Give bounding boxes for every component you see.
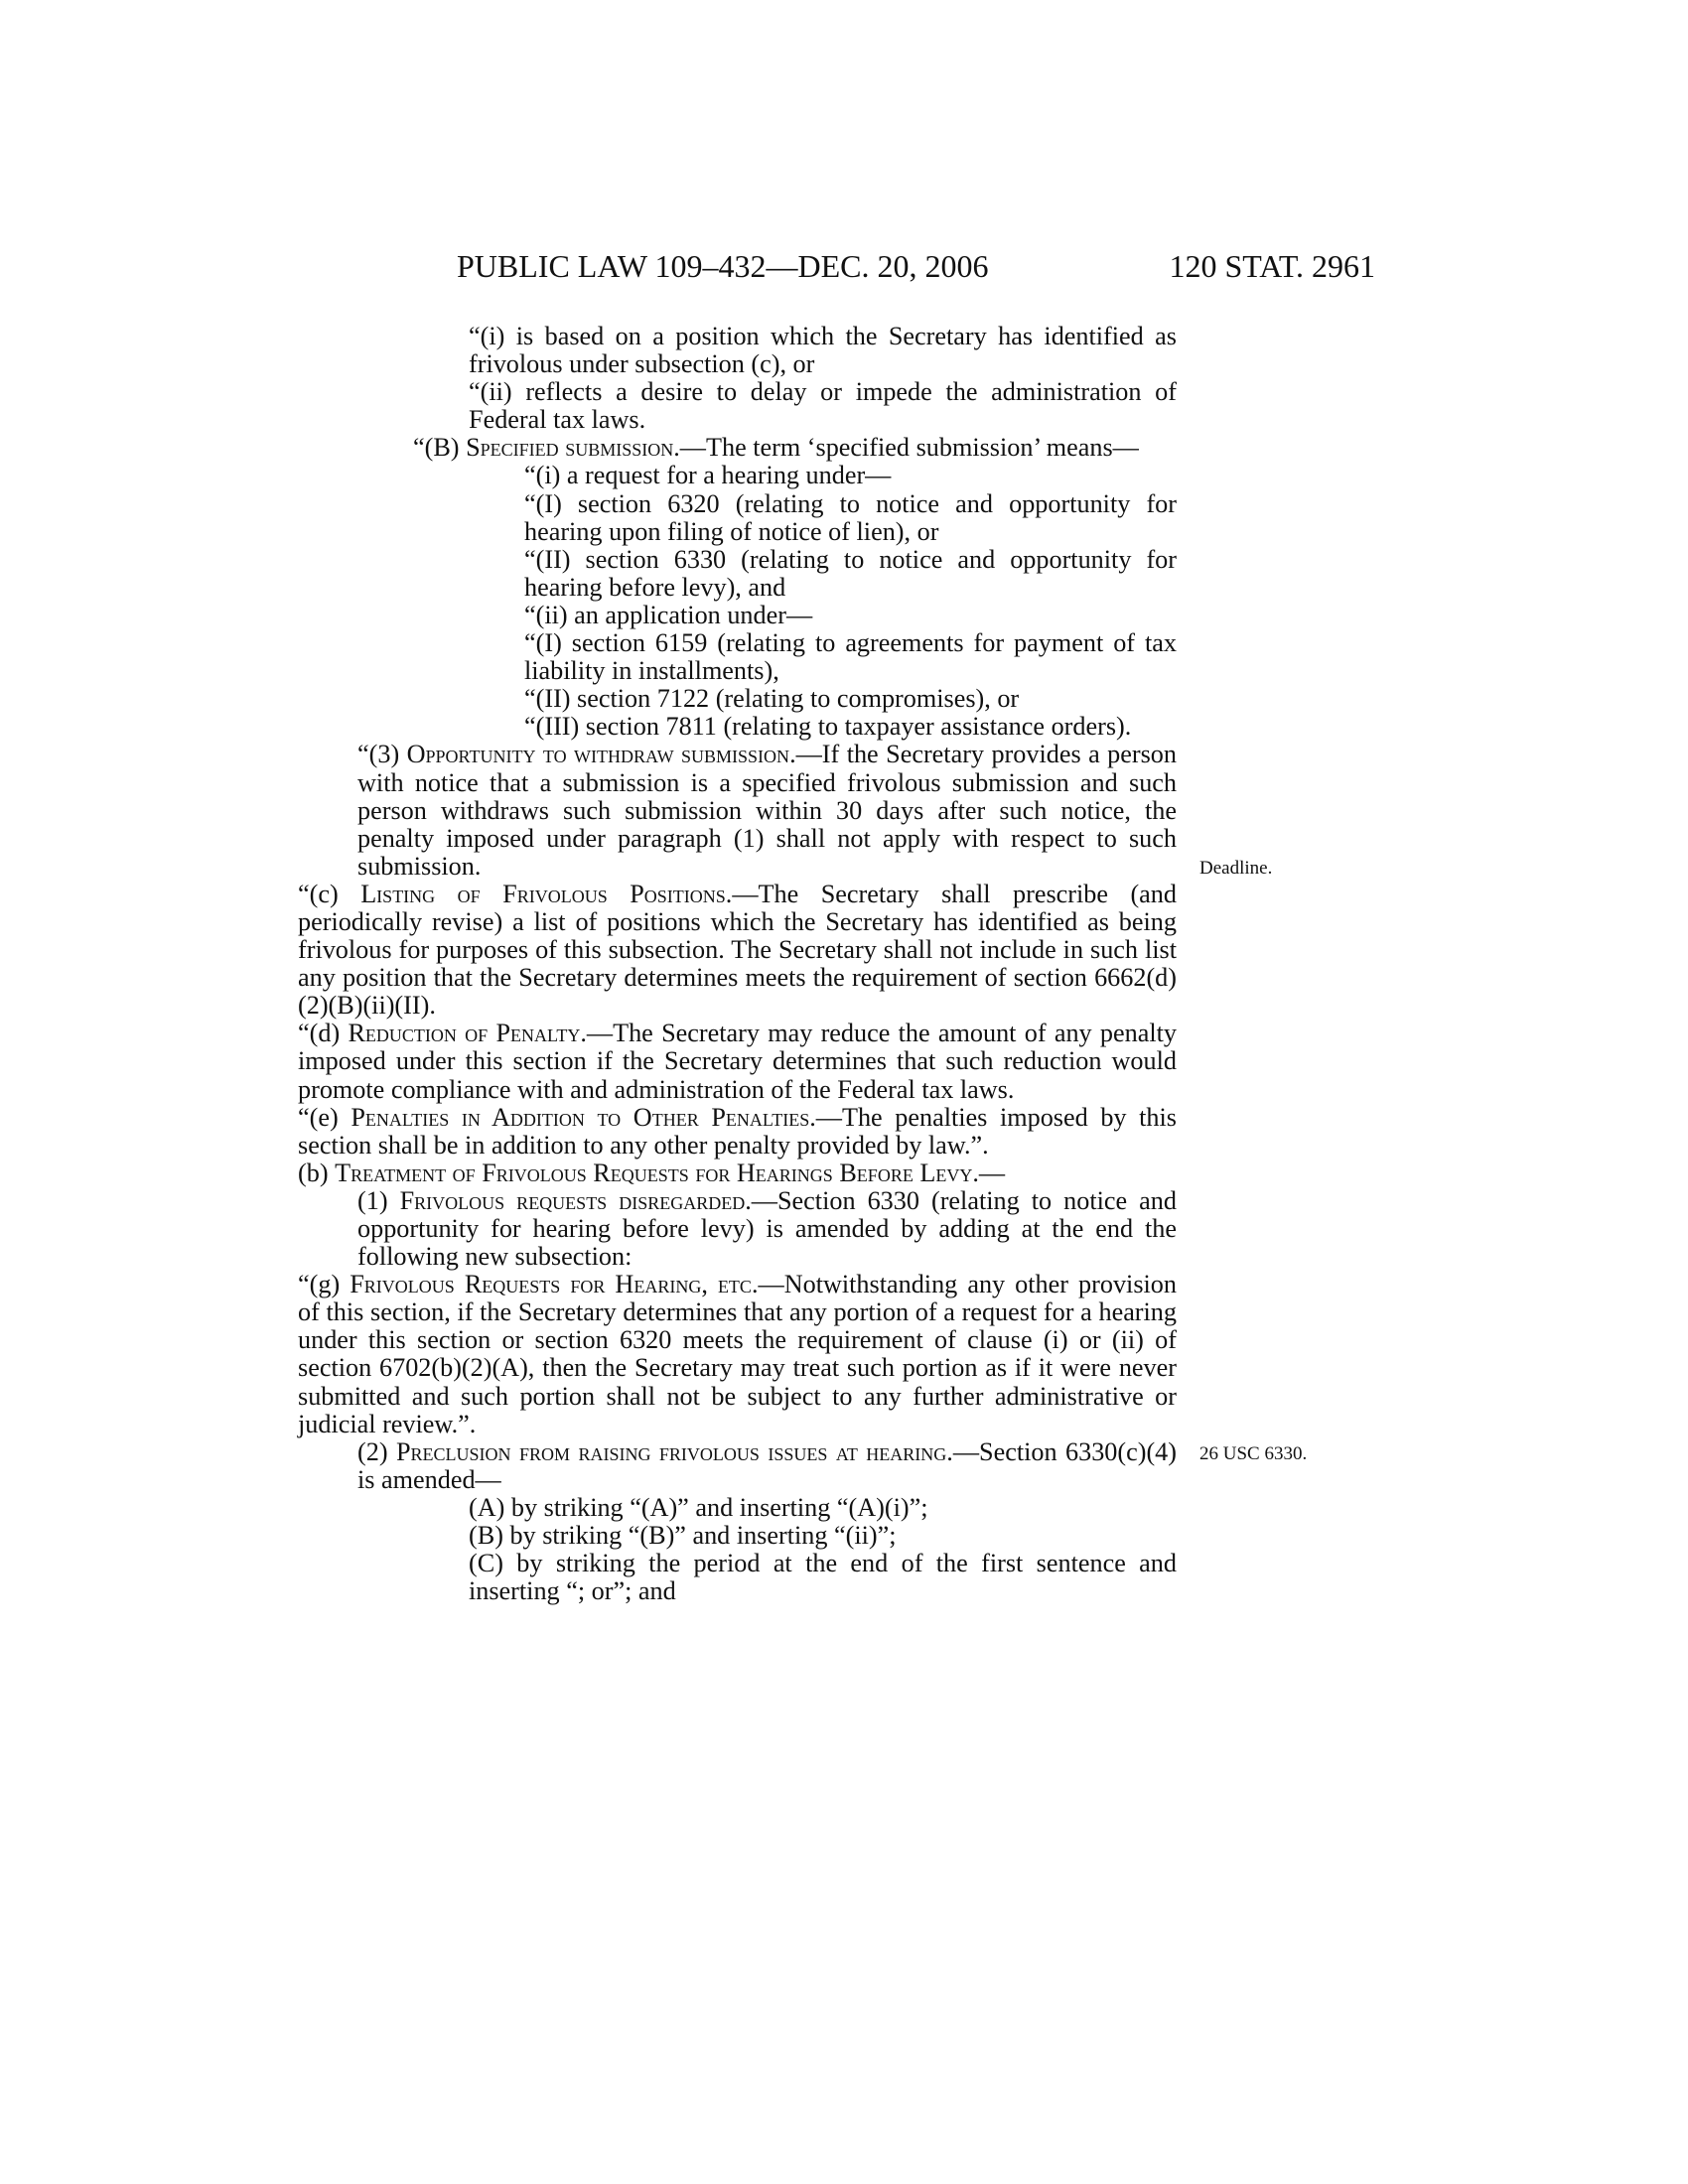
subsection-g-heading: Frivolous Requests for Hearing, etc xyxy=(350,1270,752,1299)
clause-b-i xyxy=(524,462,1177,489)
subparagraph-2-A xyxy=(469,1494,1177,1522)
subsection-d-heading: Reduction of Penalty xyxy=(348,1019,581,1048)
margin-note-usc-citation: 26 USC 6330. xyxy=(1199,1443,1308,1464)
section-b-paragraph-1-text: .—Section 6330 (relating to notice and opportunity for hearing before levy) is amended by adding at the end the following new subsection: xyxy=(357,1185,1177,1272)
section-b-letter: (b) xyxy=(298,1158,336,1187)
paragraph-3-number: “(3) xyxy=(357,740,407,769)
paragraph-3 xyxy=(357,741,1177,880)
running-header xyxy=(457,246,1375,286)
section-b-paragraph-1-heading: Frivolous requests disregarded xyxy=(399,1185,746,1215)
subparagraph-b-text: .—The term ‘specified submission’ means— xyxy=(673,433,1139,463)
clause-b-i-text: “(i) a request for a hearing under— xyxy=(524,461,892,490)
subsection-d-text: .—The Secretary may reduce the amount of any penalty imposed under this section if the Secretary determines that such reduction would promote compliance with and administration of the Federal tax laws. xyxy=(298,1019,1177,1104)
section-b-paragraph-2 xyxy=(357,1438,1177,1494)
subsection-e-heading: Penalties in Addition to Other Penalties xyxy=(351,1102,810,1132)
subsection-e xyxy=(298,1104,1177,1160)
subsection-c-text: .—The Secretary shall prescribe (and periodically revise) a list of positions which the Secretary has identified as being frivolous for purposes of this subsection. The Secretary shall not include in such list any position that the Secretary determines meets the requirement of section 6662(d)(2)(B)(ii)(II). xyxy=(298,879,1177,1021)
section-b-paragraph-1 xyxy=(357,1187,1177,1271)
subclause-b-ii-II-text: “(II) section 7122 (relating to compromises), or xyxy=(524,684,1020,714)
subparagraph-2-B-text: (B) by striking “(B)” and inserting “(ii)”; xyxy=(469,1521,897,1551)
subsection-c-letter: “(c) xyxy=(298,879,361,908)
subclause-b-ii-III xyxy=(524,713,1177,741)
clause-a-ii xyxy=(469,378,1177,434)
header-law-date: PUBLIC LAW 109–432—DEC. 20, 2006 xyxy=(457,248,989,284)
subparagraph-b xyxy=(413,434,1177,462)
subsection-g xyxy=(298,1271,1177,1438)
section-b-paragraph-2-number: (2) xyxy=(357,1436,396,1466)
section-b-heading xyxy=(298,1160,1177,1187)
section-b-dash: .— xyxy=(972,1158,1006,1187)
margin-note-deadline: Deadline. xyxy=(1199,858,1273,879)
section-b-title: Treatment of Frivolous Requests for Hearings Before Levy xyxy=(335,1158,973,1187)
subclause-b-i-II xyxy=(524,546,1177,602)
paragraph-3-text: .—If the Secretary provides a person with notice that a submission is a specified frivolous submission and such person withdraws such submission within 30 days after such notice, the penalty imposed under paragraph (1) shall not apply with respect to such submission. xyxy=(357,740,1177,881)
subparagraph-b-number: “(B) xyxy=(413,433,467,463)
subsection-g-text: .—Notwithstanding any other provision of this section, if the Secretary determines that any portion of a request for a hearing under this section or section 6320 meets the requirement of clause (i) or (ii) of section 6702(b)(2)(A), then the Secretary may treat such portion as if it were never submitted and such portion shall not be subject to any further administrative or judicial review.”. xyxy=(298,1270,1177,1438)
clause-a-i-text: “(i) is based on a position which the Secretary has identified as frivolous under subsection (c), or xyxy=(469,322,1177,379)
subclause-b-ii-II xyxy=(524,685,1177,713)
clause-a-ii-text: “(ii) reflects a desire to delay or impede the administration of Federal tax laws. xyxy=(469,377,1177,435)
header-stat-page: 120 STAT. 2961 xyxy=(1169,248,1375,284)
section-b-paragraph-2-heading: Preclusion from raising frivolous issues at hearing xyxy=(395,1436,947,1466)
subparagraph-2-B xyxy=(469,1522,1177,1550)
section-b-paragraph-1-number: (1) xyxy=(357,1185,400,1215)
statute-text xyxy=(298,323,1177,1605)
clause-b-ii xyxy=(524,602,1177,629)
subclause-b-i-II-text: “(II) section 6330 (relating to notice and opportunity for hearing before levy), and xyxy=(524,544,1177,602)
subsection-d-letter: “(d) xyxy=(298,1019,349,1048)
subsection-e-letter: “(e) xyxy=(298,1102,352,1132)
clause-b-ii-text: “(ii) an application under— xyxy=(524,600,813,629)
subparagraph-2-A-text: (A) by striking “(A)” and inserting “(A)(i)”; xyxy=(469,1492,928,1522)
section-b-paragraph-2-text: .—Section 6330(c)(4) is amended— xyxy=(357,1436,1177,1494)
paragraph-3-heading: Opportunity to withdraw submission xyxy=(406,740,790,769)
subclause-b-i-I-text: “(I) section 6320 (relating to notice and opportunity for hearing upon filing of notice of lien), or xyxy=(524,488,1177,546)
subsection-c xyxy=(298,881,1177,1020)
subsection-d xyxy=(298,1020,1177,1103)
subsection-c-heading: Listing of Frivolous Positions xyxy=(360,879,726,908)
subsection-e-text: .—The penalties imposed by this section shall be in addition to any other penalty provided by law.”. xyxy=(298,1102,1177,1160)
subparagraph-b-heading: Specified submission xyxy=(466,433,674,463)
subsection-g-letter: “(g) xyxy=(298,1270,351,1299)
subclause-b-ii-I-text: “(I) section 6159 (relating to agreements for payment of tax liability in installments), xyxy=(524,628,1177,686)
subparagraph-2-C xyxy=(469,1550,1177,1605)
subclause-b-ii-I xyxy=(524,629,1177,685)
subclause-b-i-I xyxy=(524,490,1177,546)
clause-a-i xyxy=(469,323,1177,378)
subparagraph-2-C-text: (C) by striking the period at the end of the first sentence and inserting “; or”; and xyxy=(469,1549,1177,1606)
subclause-b-ii-III-text: “(III) section 7811 (relating to taxpayer assistance orders). xyxy=(524,712,1132,742)
